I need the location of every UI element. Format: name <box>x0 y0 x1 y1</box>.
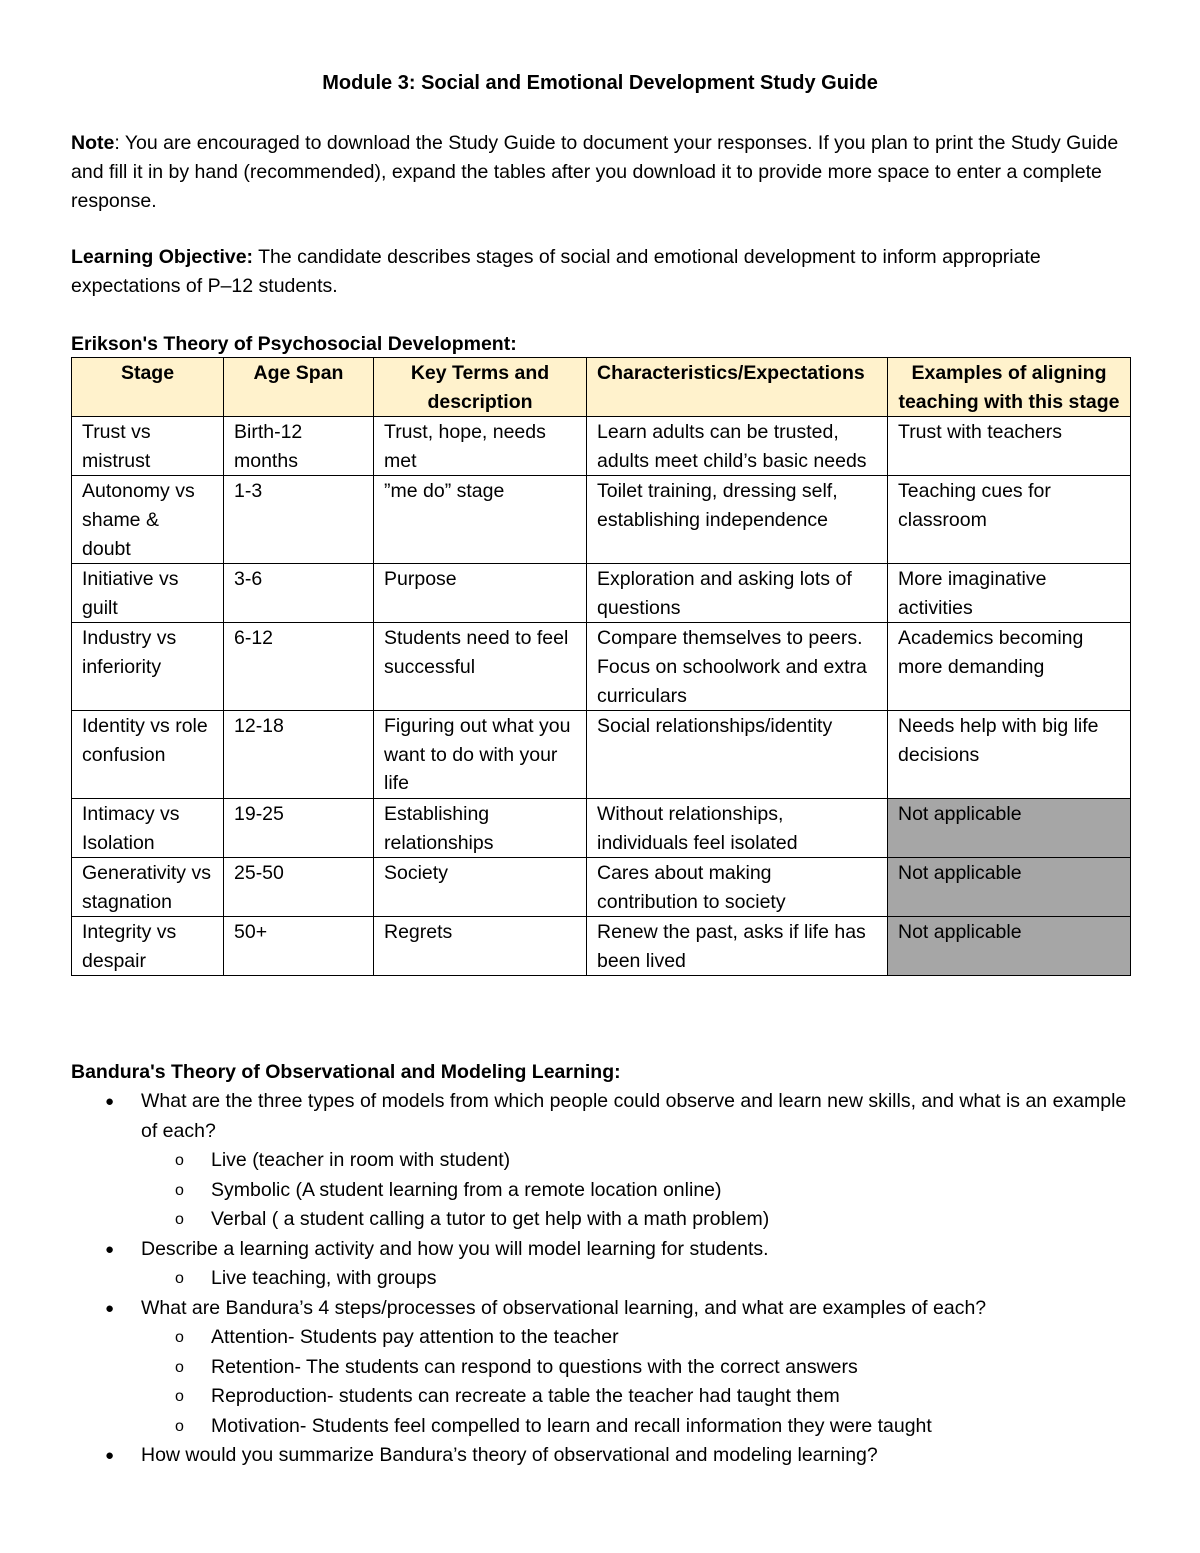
erikson-heading: Erikson's Theory of Psychosocial Development: <box>71 333 517 355</box>
header-key-terms: Key Terms and description <box>374 358 587 417</box>
cell-age-span: 1-3 <box>224 476 374 564</box>
answer-list <box>141 1323 1131 1441</box>
bandura-question-list <box>71 1087 1131 1471</box>
cell-stage: Integrity vs despair <box>72 917 224 976</box>
table-row <box>72 711 1131 799</box>
cell-key-terms: ”me do” stage <box>374 476 587 564</box>
sub-bullet-icon: o <box>175 1388 184 1405</box>
cell-key-terms: Establishing relationships <box>374 798 587 857</box>
cell-key-terms: Trust, hope, needs met <box>374 417 587 476</box>
note-label: Note <box>71 132 115 154</box>
cell-characteristics: Without relationships, individuals feel isolated <box>587 798 888 857</box>
note-paragraph <box>71 129 1131 216</box>
header-stage: Stage <box>72 358 224 417</box>
answer-item <box>141 1353 1131 1383</box>
cell-characteristics: Cares about making contribution to society <box>587 858 888 917</box>
answer-text: Verbal ( a student calling a tutor to get help with a math problem) <box>211 1208 770 1230</box>
cell-characteristics: Renew the past, asks if life has been lived <box>587 917 888 976</box>
cell-characteristics: Social relationships/identity <box>587 711 888 799</box>
sub-bullet-icon: o <box>175 1417 184 1435</box>
cell-stage: Autonomy vs shame & doubt <box>72 476 224 564</box>
table-row <box>72 476 1131 564</box>
answer-item <box>141 1205 1131 1235</box>
question-item <box>71 1235 1131 1294</box>
answer-item <box>141 1264 1131 1294</box>
cell-examples: Teaching cues for classroom <box>888 476 1131 564</box>
cell-key-terms: Regrets <box>374 917 587 976</box>
bullet-icon: ● <box>105 1299 115 1317</box>
note-text: : You are encouraged to download the Study Guide to document your responses. If you plan to print the Study Guide and fill it in by hand (recommended), expand the tables after you download it to provide more space to enter a complete response. <box>71 132 1119 212</box>
table-row <box>72 623 1131 711</box>
table-row <box>72 564 1131 623</box>
answer-text: Retention- The students can respond to questions with the correct answers <box>211 1355 858 1378</box>
objective-text: The candidate describes stages of social and emotional development to inform appropriate expectations of P–12 students. <box>71 246 1041 297</box>
cell-key-terms: Purpose <box>374 564 587 623</box>
cell-examples-not-applicable: Not applicable <box>888 858 1131 917</box>
answer-text: Live teaching, with groups <box>211 1267 437 1289</box>
answer-text: Live (teacher in room with student) <box>211 1149 511 1171</box>
table-row <box>72 417 1131 476</box>
cell-age-span: 19-25 <box>224 798 374 857</box>
bullet-icon: ● <box>105 1240 115 1258</box>
question-item <box>71 1294 1131 1442</box>
cell-examples: Trust with teachers <box>888 417 1131 476</box>
cell-stage: Generativity vs stagnation <box>72 858 224 917</box>
cell-stage: Initiative vs guilt <box>72 564 224 623</box>
answer-item <box>141 1412 1131 1442</box>
header-age-span: Age Span <box>224 358 374 417</box>
answer-item <box>141 1146 1131 1176</box>
objective-label: Learning Objective: <box>71 246 254 268</box>
answer-list <box>141 1264 1131 1294</box>
cell-stage: Trust vs mistrust <box>72 417 224 476</box>
table-row <box>72 858 1131 917</box>
page-title: Module 3: Social and Emotional Development Study Guide <box>322 72 878 94</box>
question-text: What are the three types of models from which people could observe and learn new skills, and what is an example of each? <box>141 1090 1127 1142</box>
cell-characteristics: Toilet training, dressing self, establishing independence <box>587 476 888 564</box>
question-item <box>71 1441 1131 1471</box>
objective-paragraph <box>71 243 1131 301</box>
cell-characteristics: Exploration and asking lots of questions <box>587 564 888 623</box>
sub-bullet-icon: o <box>175 1181 184 1199</box>
cell-stage: Identity vs role confusion <box>72 711 224 799</box>
question-text: How would you summarize Bandura’s theory of observational and modeling learning? <box>141 1444 878 1466</box>
cell-examples-not-applicable: Not applicable <box>888 798 1131 857</box>
cell-age-span: 12-18 <box>224 711 374 799</box>
cell-age-span: Birth-12 months <box>224 417 374 476</box>
bandura-heading: Bandura's Theory of Observational and Modeling Learning: <box>71 1061 621 1083</box>
cell-age-span: 50+ <box>224 917 374 976</box>
sub-bullet-icon: o <box>175 1152 184 1169</box>
sub-bullet-icon: o <box>175 1329 184 1346</box>
table-header-row <box>72 358 1131 417</box>
answer-text: Attention- Students pay attention to the teacher <box>211 1326 619 1348</box>
table-row <box>72 798 1131 857</box>
cell-key-terms: Students need to feel successful <box>374 623 587 711</box>
bullet-icon: ● <box>105 1093 115 1110</box>
answer-item <box>141 1176 1131 1206</box>
sub-bullet-icon: o <box>175 1270 184 1287</box>
sub-bullet-icon: o <box>175 1211 184 1228</box>
cell-characteristics: Learn adults can be trusted, adults meet child’s basic needs <box>587 417 888 476</box>
sub-bullet-icon: o <box>175 1358 184 1376</box>
cell-examples: Academics becoming more demanding <box>888 623 1131 711</box>
cell-key-terms: Figuring out what you want to do with your life <box>374 711 587 799</box>
cell-examples: More imaginative activities <box>888 564 1131 623</box>
cell-age-span: 25-50 <box>224 858 374 917</box>
question-text: Describe a learning activity and how you will model learning for students. <box>141 1237 769 1260</box>
answer-list <box>141 1146 1131 1235</box>
answer-text: Symbolic (A student learning from a remote location online) <box>211 1178 722 1201</box>
question-item <box>71 1087 1131 1235</box>
table-row <box>72 917 1131 976</box>
header-examples: Examples of aligning teaching with this stage <box>888 358 1131 417</box>
cell-age-span: 3-6 <box>224 564 374 623</box>
erikson-table <box>71 357 1131 976</box>
cell-key-terms: Society <box>374 858 587 917</box>
cell-characteristics: Compare themselves to peers. Focus on schoolwork and extra curriculars <box>587 623 888 711</box>
answer-item <box>141 1382 1131 1412</box>
cell-examples-not-applicable: Not applicable <box>888 917 1131 976</box>
cell-stage: Industry vs inferiority <box>72 623 224 711</box>
answer-text: Motivation- Students feel compelled to learn and recall information they were taught <box>211 1414 932 1437</box>
cell-examples: Needs help with big life decisions <box>888 711 1131 799</box>
answer-text: Reproduction- students can recreate a table the teacher had taught them <box>211 1385 840 1407</box>
cell-age-span: 6-12 <box>224 623 374 711</box>
header-characteristics: Characteristics/Expectations <box>587 358 888 417</box>
question-text: What are Bandura’s 4 steps/processes of observational learning, and what are examples of each? <box>141 1296 987 1319</box>
cell-stage: Intimacy vs Isolation <box>72 798 224 857</box>
bullet-icon: ● <box>105 1447 115 1464</box>
answer-item <box>141 1323 1131 1353</box>
